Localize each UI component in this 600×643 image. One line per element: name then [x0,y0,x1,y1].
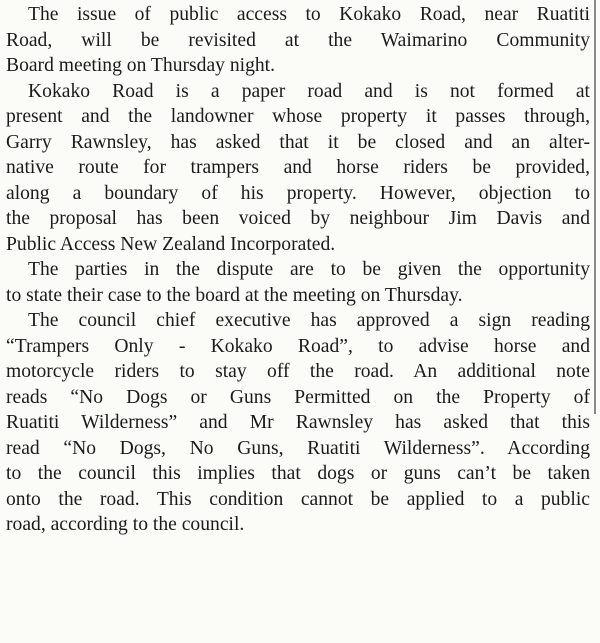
text-line: reads “No Dogs or Guns Permitted on the Property of [6,386,590,408]
text-line: Ruatiti Wilderness” and Mr Rawnsley has asked that this [6,412,590,433]
text-line: The council chief executive has approved a sign reading [28,310,590,331]
text-line: to the council this implies that dogs or guns can’t be taken [6,463,590,484]
text-line: native route for trampers and horse riders be provided, [6,157,590,178]
text-line: Road, will be revisited at the Waimarino Community [6,29,590,51]
column-rule [594,0,596,414]
text-line: present and the landowner whose property it passes through, [6,106,590,127]
text-line: motorcycle riders to stay off the road. An additional note [6,361,590,382]
text-line: “Trampers Only - Kokako Road”, to advise horse and [6,335,590,357]
text-line: Public Access New Zealand Incorporated. [6,233,336,255]
text-line: Board meeting on Thursday night. [6,55,276,76]
paragraph-2 [6,79,590,258]
text-line: Kokako Road is a paper road and is not formed at [28,80,590,102]
text-line: onto the road. This condition cannot be applied to a public [6,488,590,510]
text-line: road, according to the council. [6,514,245,535]
article-body [6,2,590,538]
paragraph-3 [6,257,590,308]
text-line: along a boundary of his property. However, objection to [6,182,590,204]
text-line: The parties in the dispute are to be given the opportunity [28,259,590,280]
text-line: read “No Dogs, No Guns, Ruatiti Wilderness”. According [6,437,590,459]
paragraph-4 [6,308,590,538]
paragraph-1 [6,2,590,79]
text-line: to state their case to the board at the meeting on Thursday. [6,284,463,306]
text-line: The issue of public access to Kokako Road, near Ruatiti [28,4,590,25]
text-line: the proposal has been voiced by neighbour Jim Davis and [6,208,590,229]
text-line: Garry Rawnsley, has asked that it be closed and an alter- [6,131,590,153]
